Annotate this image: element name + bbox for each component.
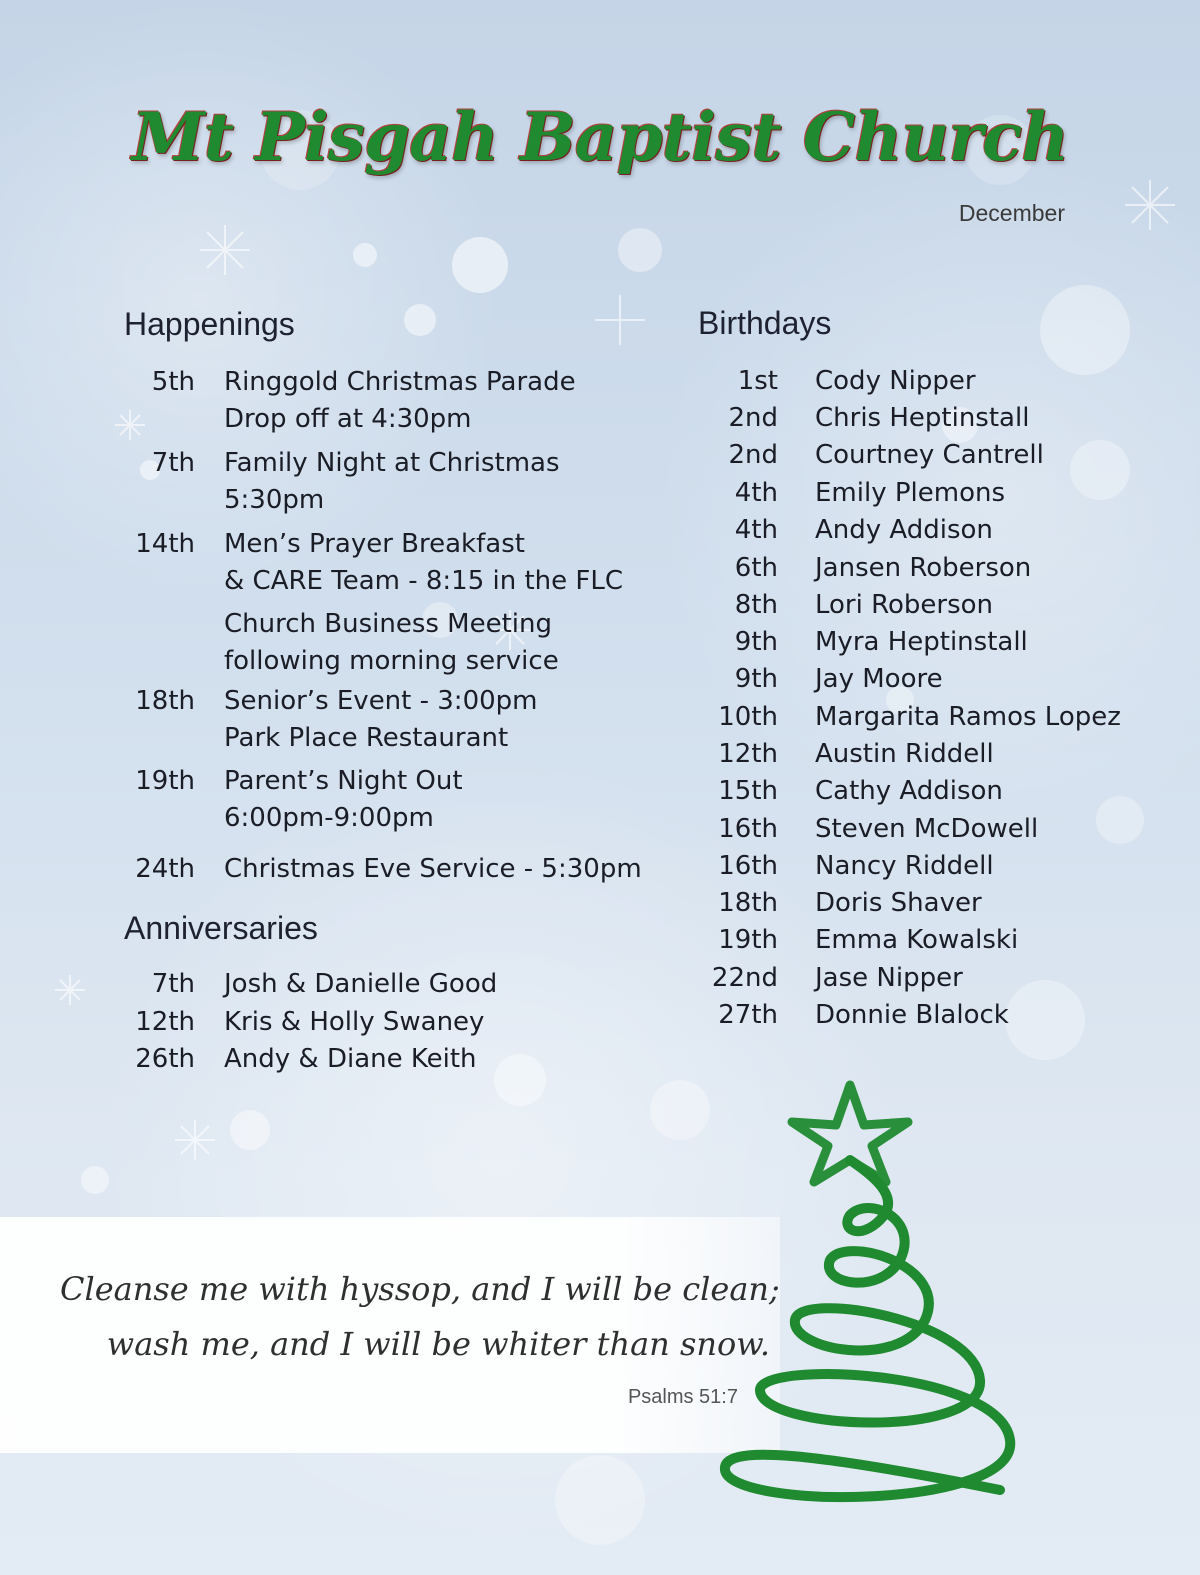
birthday-day: 18th bbox=[718, 888, 778, 918]
birthday-name: Courtney Cantrell bbox=[815, 440, 1044, 470]
anniversaries-heading: Anniversaries bbox=[124, 910, 318, 946]
christmas-tree-icon bbox=[700, 1070, 1040, 1530]
birthday-name: Jansen Roberson bbox=[815, 553, 1032, 583]
happening-line: Drop off at 4:30pm bbox=[224, 404, 472, 434]
happening-day: 24th bbox=[135, 854, 195, 884]
birthday-day: 4th bbox=[734, 515, 778, 545]
birthday-name: Jay Moore bbox=[815, 664, 943, 694]
birthday-day: 12th bbox=[718, 739, 778, 769]
happening-line: Senior’s Event - 3:00pm bbox=[224, 686, 538, 716]
birthday-day: 9th bbox=[734, 664, 778, 694]
happening-line: Family Night at Christmas bbox=[224, 448, 560, 478]
anniversary-day: 7th bbox=[151, 969, 195, 999]
happening-line: Parent’s Night Out bbox=[224, 766, 463, 796]
birthday-name: Chris Heptinstall bbox=[815, 403, 1030, 433]
happening-line: Men’s Prayer Breakfast bbox=[224, 529, 525, 559]
birthday-name: Myra Heptinstall bbox=[815, 627, 1028, 657]
quote-reference: Psalms 51:7 bbox=[627, 1386, 738, 1408]
anniversary-day: 26th bbox=[135, 1044, 195, 1074]
birthday-name: Emily Plemons bbox=[815, 478, 1006, 508]
happening-line: & CARE Team - 8:15 in the FLC bbox=[224, 566, 624, 596]
birthday-name: Cathy Addison bbox=[815, 776, 1003, 806]
happening-day: 19th bbox=[135, 766, 195, 796]
happening-day: 7th bbox=[151, 448, 195, 478]
birthday-day: 22nd bbox=[711, 963, 778, 993]
happenings-heading: Happenings bbox=[124, 306, 295, 342]
happening-day: 5th bbox=[151, 367, 195, 397]
happening-line: Ringgold Christmas Parade bbox=[224, 367, 576, 397]
quote-line-2: wash me, and I will be whiter than snow. bbox=[106, 1325, 770, 1363]
happening-line: Church Business Meeting bbox=[224, 609, 553, 639]
quote-line-1: Cleanse me with hyssop, and I will be clean; bbox=[60, 1270, 780, 1308]
birthday-day: 16th bbox=[718, 851, 778, 881]
happening-day: 14th bbox=[135, 529, 195, 559]
birthday-day: 10th bbox=[718, 702, 778, 732]
birthday-name: Austin Riddell bbox=[815, 739, 994, 769]
birthday-name: Donnie Blalock bbox=[815, 1000, 1009, 1030]
birthday-day: 19th bbox=[718, 925, 778, 955]
birthday-name: Cody Nipper bbox=[815, 366, 976, 396]
birthdays-heading: Birthdays bbox=[698, 305, 832, 341]
star-icon bbox=[792, 1085, 908, 1182]
birthday-day: 6th bbox=[734, 553, 778, 583]
anniversary-name: Andy & Diane Keith bbox=[224, 1044, 477, 1074]
birthday-name: Doris Shaver bbox=[815, 888, 982, 918]
happening-line: following morning service bbox=[224, 646, 559, 676]
birthday-day: 15th bbox=[718, 776, 778, 806]
birthday-day: 2nd bbox=[728, 403, 778, 433]
birthday-day: 8th bbox=[734, 590, 778, 620]
happening-day: 18th bbox=[135, 686, 195, 716]
happening-line: Christmas Eve Service - 5:30pm bbox=[224, 854, 642, 884]
happening-line: 6:00pm-9:00pm bbox=[224, 803, 434, 833]
birthday-name: Andy Addison bbox=[815, 515, 993, 545]
happening-line: Park Place Restaurant bbox=[224, 723, 509, 753]
birthday-name: Nancy Riddell bbox=[815, 851, 994, 881]
church-title: Mt Pisgah Baptist Church bbox=[131, 98, 1069, 176]
anniversary-name: Josh & Danielle Good bbox=[224, 969, 498, 999]
happening-line: 5:30pm bbox=[224, 485, 325, 515]
birthday-day: 1st bbox=[737, 366, 778, 396]
birthday-name: Emma Kowalski bbox=[815, 925, 1019, 955]
birthday-name: Margarita Ramos Lopez bbox=[815, 702, 1121, 732]
birthday-day: 9th bbox=[734, 627, 778, 657]
birthday-day: 2nd bbox=[728, 440, 778, 470]
birthday-day: 4th bbox=[734, 478, 778, 508]
anniversary-name: Kris & Holly Swaney bbox=[224, 1007, 485, 1037]
anniversary-day: 12th bbox=[135, 1007, 195, 1037]
birthday-name: Lori Roberson bbox=[815, 590, 994, 620]
birthday-day: 16th bbox=[718, 814, 778, 844]
birthday-name: Jase Nipper bbox=[815, 963, 963, 993]
birthday-day: 27th bbox=[718, 1000, 778, 1030]
birthday-name: Steven McDowell bbox=[815, 814, 1039, 844]
month-label: December bbox=[958, 200, 1065, 226]
